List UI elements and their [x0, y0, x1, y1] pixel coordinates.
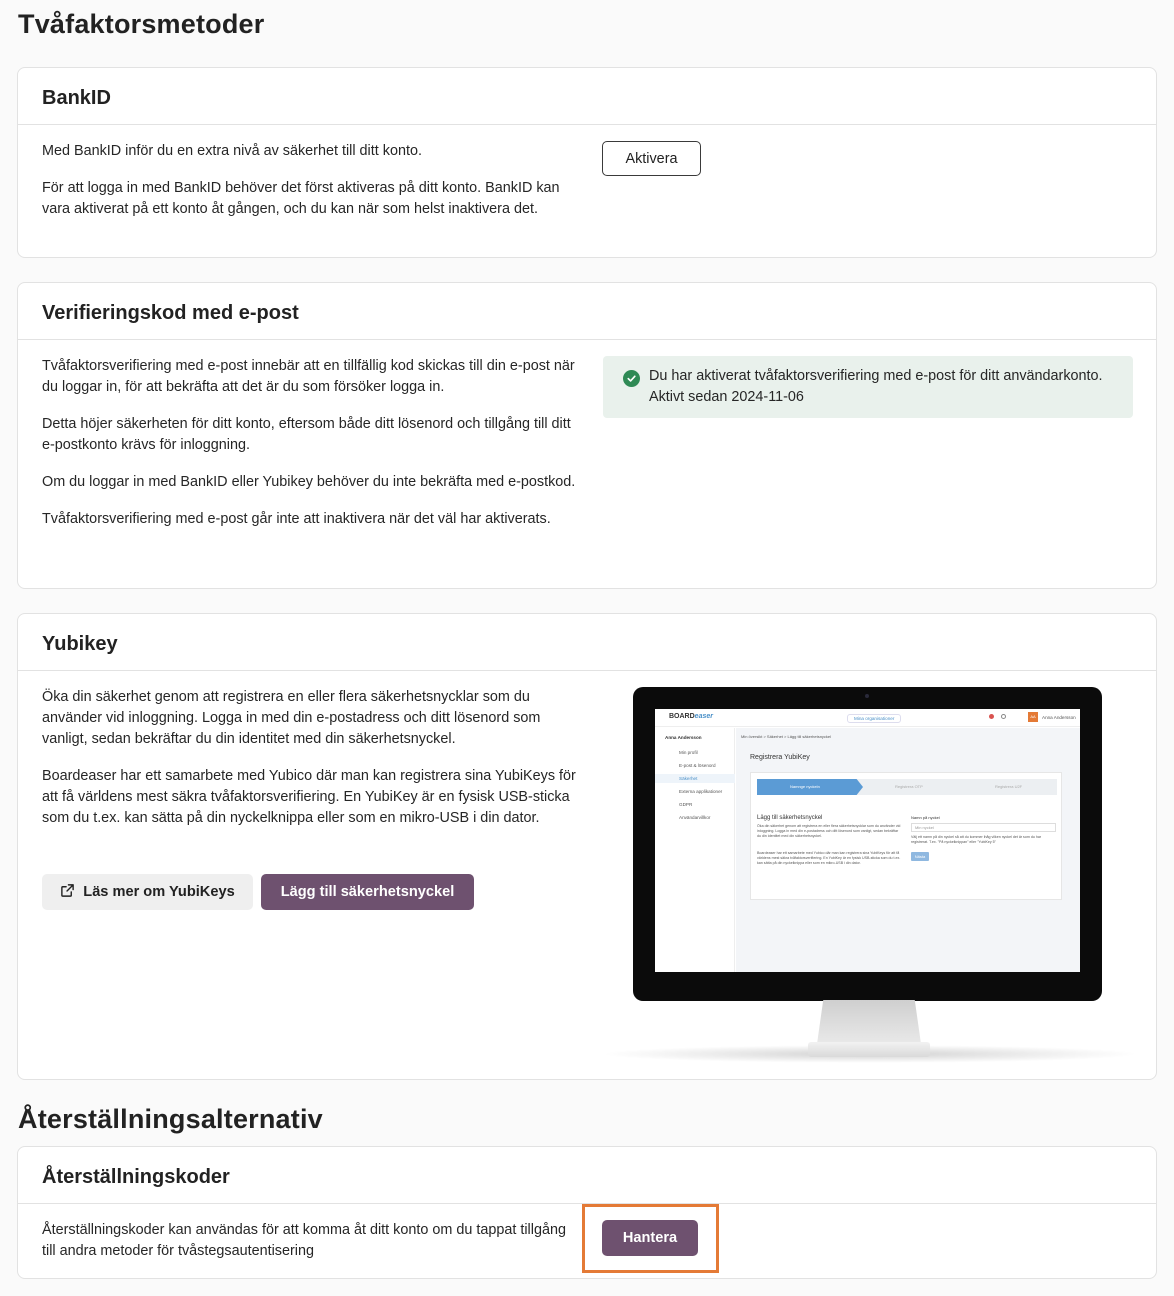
email-verification-card — [17, 282, 1157, 589]
mini-heading: Registrera YubiKey — [750, 754, 810, 761]
mini-history-icon — [1001, 714, 1006, 719]
email-text-2: Detta höjer säkerheten för ditt konto, eftersom både ditt lösenord och tillgång till ditt e-postkonto krävs för inloggning. — [42, 416, 571, 453]
mini-logo: BOARDeaser — [669, 713, 713, 720]
mini-sub-text-2: Boardeaser har ett samarbete med Yubico där man kan registrera sina YubiKeys för att få världens mest säkra tvåfaktorsverifiering. En YubiKey är en fysisk USB-sticka som du t.ex. kan sätta på din nyckelknippa eller som en mikro-USB i din dator. — [757, 851, 901, 865]
mini-breadcrumb: Min översikt > Säkerhet > Lägg till säkerhetsnyckel — [741, 734, 832, 739]
read-more-label: Läs mer om YubiKeys — [83, 884, 235, 900]
camera-dot — [865, 694, 869, 698]
add-security-key-button[interactable]: Lägg till säkerhetsnyckel — [261, 874, 474, 910]
recovery-codes-text: Återställningskoder kan användas för att komma åt ditt konto om du tappat tillgång till andra metoder för tvåstegsautentisering — [42, 1222, 566, 1259]
highlight-box — [582, 1204, 719, 1273]
bankid-description — [42, 141, 577, 236]
check-circle-icon — [623, 370, 640, 387]
email-verification-title: Verifieringskod med e-post — [18, 283, 1156, 340]
illustration-screen — [655, 709, 1080, 972]
yubikey-description — [42, 687, 577, 845]
mini-notification-icon — [989, 714, 994, 719]
recovery-codes-title: Återställningskoder — [18, 1147, 1156, 1204]
email-status-text: Du har aktiverat tvåfaktorsverifiering med e-post för ditt användarkonto. Aktivt sedan 2024-11-06 — [649, 368, 1103, 405]
mini-user-name: Anna Andersson — [1042, 715, 1076, 720]
email-text-3: Om du loggar in med BankID eller Yubikey behöver du inte bekräfta med e-postkod. — [42, 474, 576, 490]
mini-step: Registrera OTP — [895, 784, 923, 789]
mini-org-button: Mina organisationer — [847, 714, 901, 723]
mini-menu-item: Externa applikationer — [679, 789, 723, 794]
read-more-yubikeys-button[interactable] — [42, 874, 253, 910]
email-text-4: Tvåfaktorsverifiering med e-post går inte att inaktivera när det väl har aktiverats. — [42, 511, 551, 527]
yubikey-text-2: Boardeaser har ett samarbete med Yubico där man kan registrera sina YubiKeys för att få världens mest säkra tvåfaktorsverifiering. En YubiKey är en fysisk USB-sticka som du t.ex. kan sätta på din nyckelknippa eller som en mikro-USB i din dator. — [42, 768, 576, 826]
mini-step: Namnge nyckeln — [790, 784, 820, 789]
monitor-base — [808, 1042, 930, 1057]
recovery-title: Återställningsalternativ — [18, 1104, 323, 1134]
manage-recovery-codes-button[interactable]: Hantera — [602, 1220, 698, 1256]
mini-menu-item: Användarvillkor — [679, 815, 711, 820]
bankid-text-1: Med BankID inför du en extra nivå av säkerhet till ditt konto. — [42, 143, 422, 159]
mini-sidebar-user: Anna Andersson — [665, 735, 702, 740]
mini-step: Registrera U2F — [995, 784, 1023, 789]
bankid-card — [17, 67, 1157, 258]
page-title: Tvåfaktorsmetoder — [18, 9, 265, 39]
mini-menu-item: Säkerhet — [679, 776, 698, 781]
mini-menu-item: GDPR — [679, 802, 693, 807]
bankid-text-2: För att logga in med BankID behöver det först aktiveras på ditt konto. BankID kan vara aktiverat på ett konto åt gången, och du kan när som helst inaktivera det. — [42, 180, 560, 217]
email-status-alert — [603, 356, 1133, 418]
mini-field-help: Välj ett namn på din nyckel så att du kommer ihåg vilken nyckel det är som du har registrerat. T.ex. "På nyckelknippan" eller "YubiKey 5" — [911, 835, 1042, 844]
mini-menu-item: E-post & lösenord — [679, 763, 716, 768]
yubikey-illustration — [633, 687, 1102, 1001]
mini-field-input: Min nyckel — [911, 823, 1056, 832]
mini-next-button: Nästa — [911, 852, 929, 861]
external-link-icon — [60, 883, 75, 902]
monitor-stand — [817, 1000, 921, 1044]
yubikey-text-1: Öka din säkerhet genom att registrera en eller flera säkerhetsnycklar som du använder vid inloggning. Logga in med din e-postadress och ditt lösenord som vanligt, sedan bekräftar du din identitet med din säkerhetsnyckel. — [42, 689, 541, 747]
mini-field-label: Namn på nyckel — [911, 815, 940, 820]
bankid-title: BankID — [18, 68, 1156, 125]
email-text-1: Tvåfaktorsverifiering med e-post innebär att en tillfällig kod skickas till din e-post när du loggar in, för att bekräfta att det är du som försöker logga in. — [42, 358, 575, 395]
yubikey-title: Yubikey — [18, 614, 1156, 671]
activate-bankid-button[interactable]: Aktivera — [602, 141, 701, 176]
mini-avatar: AA — [1028, 712, 1038, 722]
email-description — [42, 356, 577, 546]
mini-menu-item: Min profil — [679, 750, 698, 755]
mini-sub-text-1: Öka din säkerhet genom att registrera en eller flera säkerhetsnycklar som du använder vid inloggning. Logga in med din e-postadress och ditt lösenord som vanligt, sedan bekräftar du din identitet med din säkerhetsnyckel. — [757, 824, 901, 838]
mini-sub-heading: Lägg till säkerhetsnyckel — [757, 815, 823, 821]
